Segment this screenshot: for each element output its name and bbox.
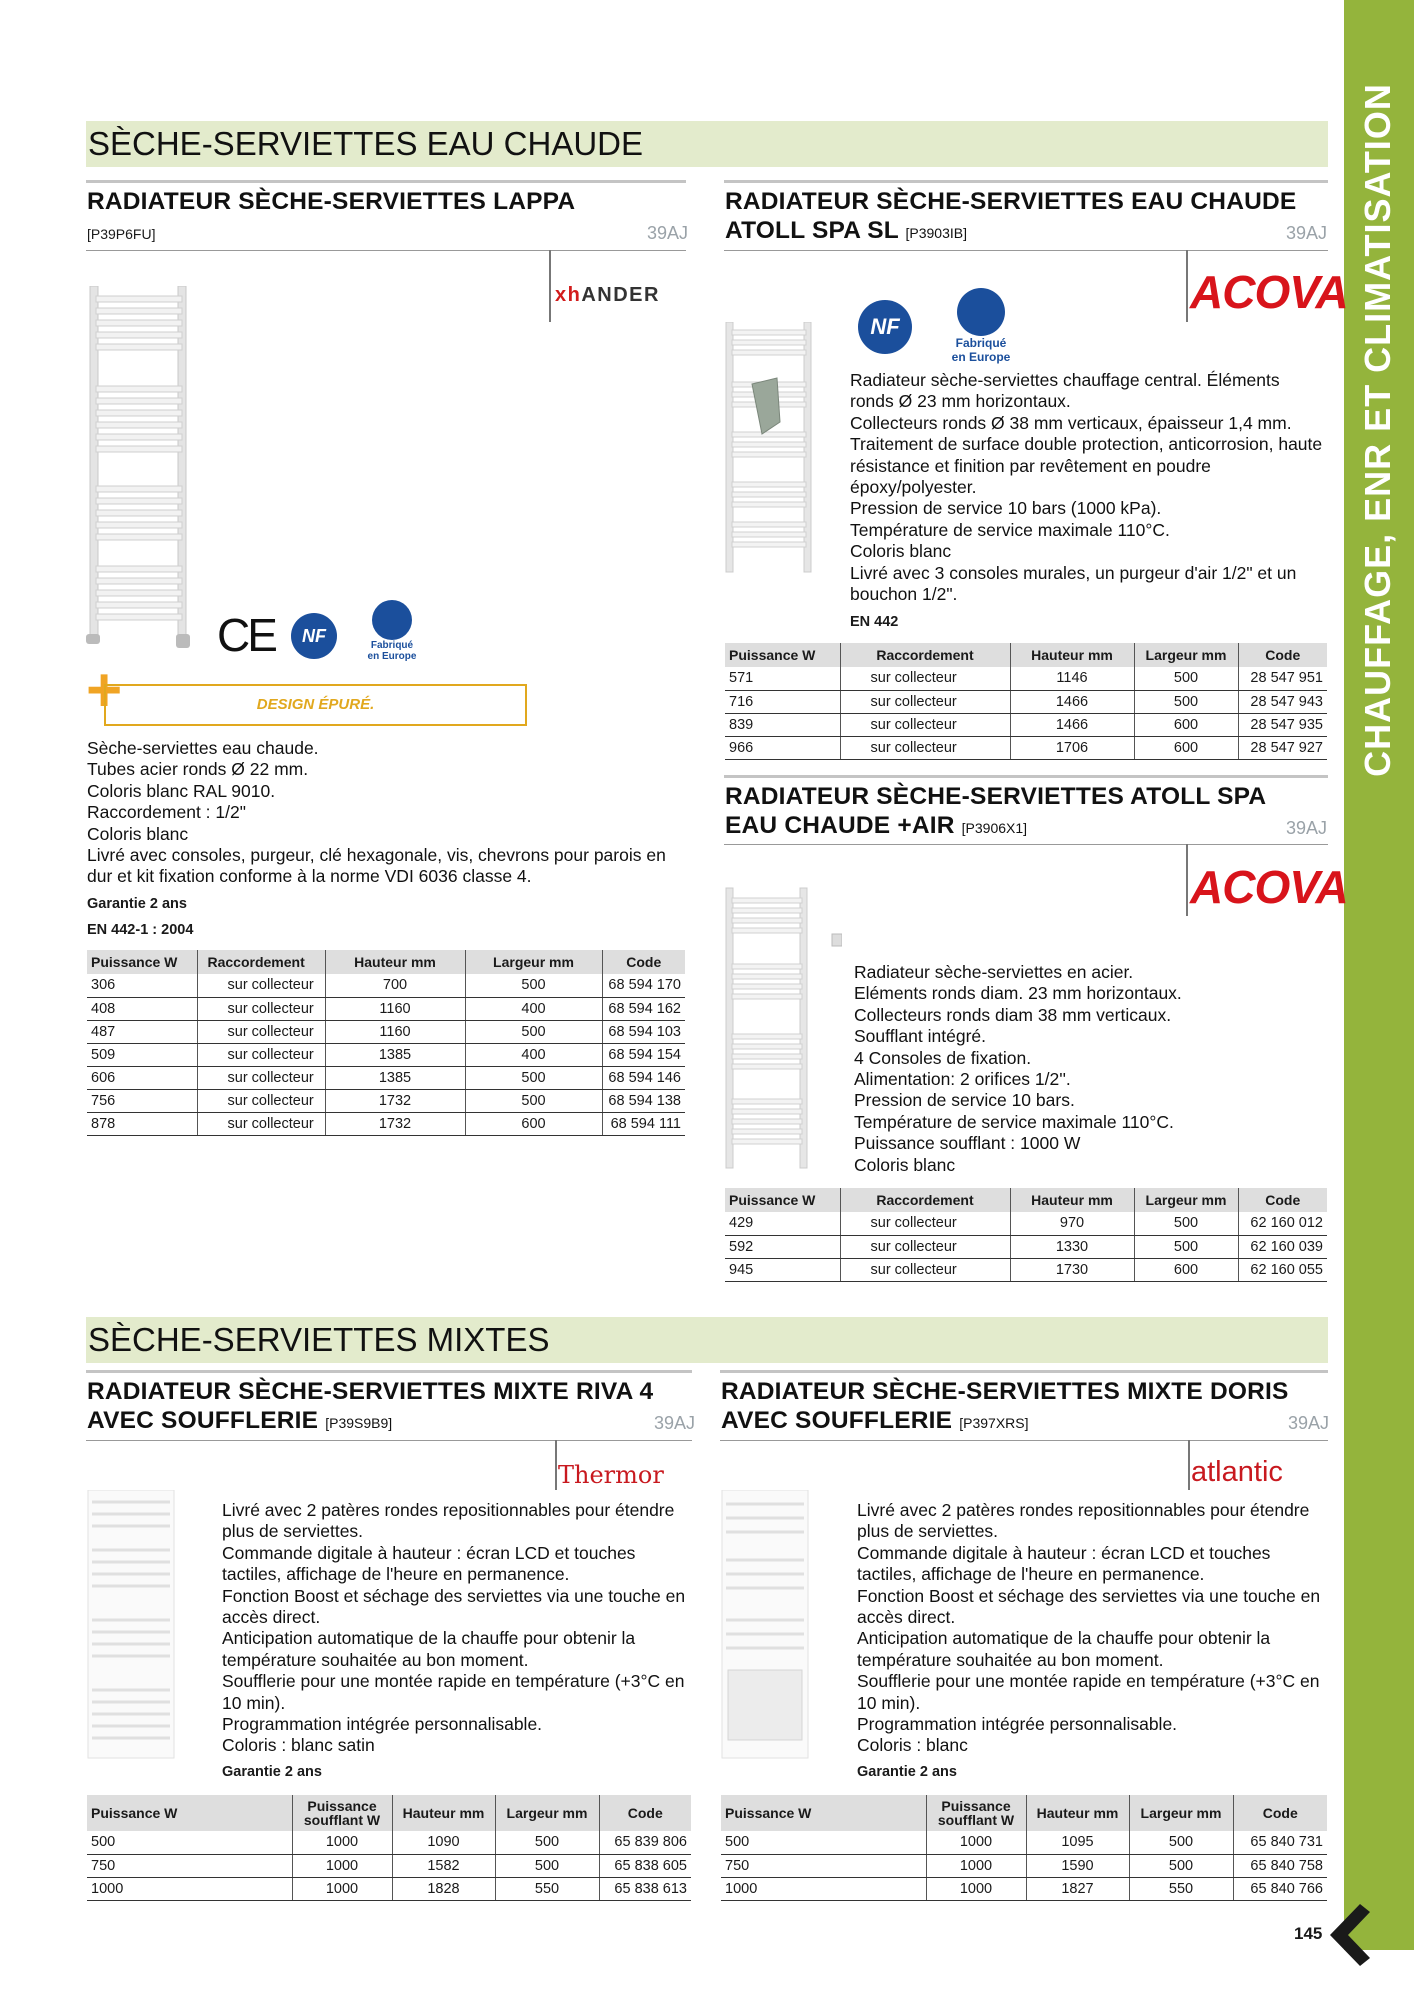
description-line: Fonction Boost et séchage des serviettes via une touche en accès direct. bbox=[222, 1585, 686, 1628]
rule bbox=[724, 250, 1328, 251]
table-header-row bbox=[725, 643, 1327, 667]
product-title-doris bbox=[721, 1377, 1330, 1438]
description-line: Radiateur sèche-serviettes en acier. bbox=[854, 962, 1134, 982]
spec-table-riva bbox=[87, 1795, 691, 1901]
table-row bbox=[725, 1258, 1327, 1281]
table-row bbox=[725, 1212, 1327, 1235]
table-cell: 945 bbox=[725, 1258, 840, 1281]
table-cell: 592 bbox=[725, 1235, 840, 1258]
table-row bbox=[87, 1089, 685, 1112]
table-cell: 65 839 806 bbox=[599, 1831, 691, 1854]
column-header: Hauteur mm bbox=[1010, 1188, 1134, 1212]
brand-logo-atlantic: atlantic bbox=[1191, 1456, 1283, 1488]
table-cell: 1385 bbox=[325, 1043, 465, 1066]
table-cell: 1000 bbox=[292, 1877, 392, 1900]
table-cell: 1160 bbox=[325, 997, 465, 1020]
table-cell: sur collecteur bbox=[840, 1235, 1010, 1258]
brand-divider bbox=[1186, 844, 1188, 916]
nf-badge: NF bbox=[858, 300, 912, 354]
spec-table-atoll-air bbox=[725, 1188, 1327, 1282]
description-line: Coloris blanc bbox=[87, 823, 189, 844]
table-cell: 65 838 613 bbox=[599, 1877, 691, 1900]
product-code-riva: 39AJ bbox=[654, 1413, 696, 1433]
description-line: Livré avec 2 patères rondes repositionnables pour étendre plus de serviettes. bbox=[857, 1500, 1310, 1542]
table-cell: 500 bbox=[465, 1066, 602, 1089]
column-header: Puissance W bbox=[87, 1795, 292, 1831]
column-header: Puissance W bbox=[721, 1795, 926, 1831]
table-cell: 1000 bbox=[926, 1854, 1026, 1877]
rule bbox=[86, 180, 686, 183]
table-cell: sur collecteur bbox=[197, 1043, 325, 1066]
table-cell: 500 bbox=[1134, 1212, 1238, 1235]
europe-badge bbox=[364, 600, 420, 662]
description-line: Programmation intégrée personnalisable. bbox=[857, 1714, 1178, 1735]
description-line: Fonction Boost et séchage des serviettes via une touche en accès direct. bbox=[857, 1585, 1321, 1628]
highlight-box: DESIGN ÉPURÉ. bbox=[104, 684, 527, 726]
product-title-atoll-air bbox=[725, 782, 1328, 843]
table-cell: 600 bbox=[465, 1112, 602, 1135]
table-cell: 306 bbox=[87, 974, 197, 997]
product-code-atoll-air: 39AJ bbox=[1286, 818, 1328, 838]
table-cell: 500 bbox=[465, 1089, 602, 1112]
title-line: EAU CHAUDE +AIR bbox=[725, 812, 955, 839]
table-cell: 756 bbox=[87, 1089, 197, 1112]
column-header: Code bbox=[1238, 643, 1327, 667]
table-cell: 1732 bbox=[325, 1089, 465, 1112]
table-cell: 408 bbox=[87, 997, 197, 1020]
table-row bbox=[725, 690, 1327, 713]
table-row bbox=[721, 1854, 1327, 1877]
column-header: Puissance W bbox=[725, 1188, 840, 1212]
table-cell: 65 838 605 bbox=[599, 1854, 691, 1877]
column-header: Code bbox=[602, 950, 685, 974]
norm-atoll-sl: EN 442 bbox=[850, 614, 899, 630]
description-line: Radiateur sèche-serviettes chauffage central. Éléments ronds Ø 23 mm horizontaux. bbox=[850, 370, 1280, 412]
spec-table-atoll-sl bbox=[725, 643, 1327, 760]
table-row bbox=[721, 1831, 1327, 1854]
column-header: Puissance soufflant W bbox=[926, 1795, 1026, 1831]
table-cell: 62 160 055 bbox=[1238, 1258, 1327, 1281]
table-cell: sur collecteur bbox=[197, 1112, 325, 1135]
table-cell: 970 bbox=[1010, 1212, 1134, 1235]
table-cell: 839 bbox=[725, 713, 840, 736]
product-ref-doris: [P397XRS] bbox=[959, 1415, 1029, 1431]
column-header: Hauteur mm bbox=[1026, 1795, 1129, 1831]
product-title-lappa: RADIATEUR SÈCHE-SERVIETTES LAPPA bbox=[87, 188, 576, 215]
table-cell: 28 547 927 bbox=[1238, 736, 1327, 759]
table-cell: 750 bbox=[721, 1854, 926, 1877]
table-row bbox=[87, 1854, 691, 1877]
guarantee-lappa: Garantie 2 ans bbox=[87, 896, 187, 912]
table-cell: 600 bbox=[1134, 713, 1238, 736]
table-cell: 1706 bbox=[1010, 736, 1134, 759]
table-row bbox=[87, 1043, 685, 1066]
description-line: Soufflerie pour une montée rapide en température (+3°C en 10 min). bbox=[857, 1671, 1320, 1713]
column-header: Puissance soufflant W bbox=[292, 1795, 392, 1831]
table-row bbox=[87, 1877, 691, 1900]
page-number: 145 bbox=[1294, 1924, 1323, 1943]
guarantee-doris: Garantie 2 ans bbox=[857, 1764, 957, 1780]
product-image-atoll-sl bbox=[722, 322, 818, 592]
table-row bbox=[87, 1066, 685, 1089]
table-cell: sur collecteur bbox=[840, 713, 1010, 736]
description-line: Puissance soufflant : 1000 W bbox=[854, 1133, 1081, 1154]
description-line: Livré avec 2 patères rondes repositionnables pour étendre plus de serviettes. bbox=[222, 1500, 675, 1542]
table-cell: 550 bbox=[1129, 1877, 1233, 1900]
table-row bbox=[725, 667, 1327, 690]
table-row bbox=[721, 1877, 1327, 1900]
table-cell: 1000 bbox=[721, 1877, 926, 1900]
brand-logo-xhander: xhANDER bbox=[555, 284, 660, 306]
table-cell: 1827 bbox=[1026, 1877, 1129, 1900]
table-cell: 487 bbox=[87, 1020, 197, 1043]
table-cell: 62 160 012 bbox=[1238, 1212, 1327, 1235]
description-line: Anticipation automatique de la chauffe pour obtenir la température souhaitée au bon moment. bbox=[222, 1628, 636, 1670]
table-cell: 62 160 039 bbox=[1238, 1235, 1327, 1258]
table-cell: 1160 bbox=[325, 1020, 465, 1043]
table-cell: 1000 bbox=[926, 1877, 1026, 1900]
rule bbox=[724, 844, 1328, 845]
table-cell: 1466 bbox=[1010, 690, 1134, 713]
product-description-atoll-air bbox=[854, 962, 1324, 1176]
title-line: AVEC SOUFFLERIE bbox=[721, 1407, 953, 1434]
table-cell: 1385 bbox=[325, 1066, 465, 1089]
spec-table-doris bbox=[721, 1795, 1327, 1901]
table-row bbox=[725, 713, 1327, 736]
table-header-row bbox=[87, 1795, 691, 1831]
rule bbox=[720, 1440, 1328, 1441]
description-line: Collecteurs ronds Ø 38 mm verticaux, épaisseur 1,4 mm. bbox=[850, 412, 1292, 433]
column-header: Puissance W bbox=[87, 950, 197, 974]
title-line: RADIATEUR SÈCHE-SERVIETTES EAU CHAUDE bbox=[725, 188, 1297, 215]
table-cell: 509 bbox=[87, 1043, 197, 1066]
table-cell: 28 547 943 bbox=[1238, 690, 1327, 713]
table-row bbox=[87, 997, 685, 1020]
description-line: Sèche-serviettes eau chaude. bbox=[87, 738, 319, 758]
description-line: Livré avec consoles, purgeur, clé hexagonale, vis, chevrons pour parois en dur et kit fixation conforme à la norme VDI 6036 classe 4. bbox=[87, 845, 666, 887]
column-header: Raccordement bbox=[840, 1188, 1010, 1212]
guarantee-riva: Garantie 2 ans bbox=[222, 1764, 322, 1780]
table-cell: 500 bbox=[87, 1831, 292, 1854]
table-cell: 500 bbox=[1134, 667, 1238, 690]
rule bbox=[720, 1370, 1328, 1373]
description-line: Anticipation automatique de la chauffe pour obtenir la température souhaitée au bon moment. bbox=[857, 1628, 1271, 1670]
description-line: Température de service maximale 110°C. bbox=[850, 519, 1170, 540]
rule bbox=[86, 1370, 692, 1373]
product-image-atoll-air bbox=[722, 884, 842, 1174]
description-line: Livré avec 3 consoles murales, un purgeur d'air 1/2" et un bouchon 1/2". bbox=[850, 562, 1297, 605]
rule bbox=[724, 775, 1328, 778]
table-header-row bbox=[725, 1188, 1327, 1212]
product-description-doris bbox=[857, 1500, 1329, 1757]
title-line: RADIATEUR SÈCHE-SERVIETTES ATOLL SPA bbox=[725, 783, 1267, 810]
description-line: Commande digitale à hauteur : écran LCD et touches tactiles, affichage de l'heure en permanence. bbox=[222, 1542, 636, 1585]
table-cell: sur collecteur bbox=[840, 690, 1010, 713]
table-cell: 400 bbox=[465, 1043, 602, 1066]
description-line: Pression de service 10 bars. bbox=[854, 1090, 1075, 1111]
column-header: Largeur mm bbox=[465, 950, 602, 974]
section-banner-mixtes: SÈCHE-SERVIETTES MIXTES bbox=[86, 1317, 1328, 1363]
table-cell: sur collecteur bbox=[840, 1258, 1010, 1281]
table-cell: 429 bbox=[725, 1212, 840, 1235]
table-cell: 966 bbox=[725, 736, 840, 759]
description-line: Eléments ronds diam. 23 mm horizontaux. bbox=[854, 983, 1182, 1004]
description-line: Coloris blanc RAL 9010. bbox=[87, 780, 276, 801]
norm-lappa: EN 442-1 : 2004 bbox=[87, 922, 194, 938]
brand-divider bbox=[555, 1440, 557, 1490]
table-cell: 1466 bbox=[1010, 713, 1134, 736]
table-cell: 571 bbox=[725, 667, 840, 690]
column-header: Hauteur mm bbox=[392, 1795, 495, 1831]
brand-divider bbox=[549, 250, 551, 322]
product-description-riva bbox=[222, 1500, 698, 1757]
table-cell: sur collecteur bbox=[197, 1089, 325, 1112]
table-cell: 700 bbox=[325, 974, 465, 997]
product-ref-riva: [P39S9B9] bbox=[325, 1415, 393, 1431]
description-line: Commande digitale à hauteur : écran LCD et touches tactiles, affichage de l'heure en permanence. bbox=[857, 1542, 1271, 1585]
table-cell: 68 594 162 bbox=[602, 997, 685, 1020]
title-line: AVEC SOUFFLERIE bbox=[87, 1407, 319, 1434]
description-line: Coloris : blanc satin bbox=[222, 1735, 375, 1756]
column-header: Hauteur mm bbox=[325, 950, 465, 974]
table-cell: 1000 bbox=[926, 1831, 1026, 1854]
brand-logo-thermor: Thermor bbox=[558, 1461, 664, 1489]
corner-arrow-icon bbox=[1330, 1904, 1370, 1966]
product-description-lappa bbox=[87, 738, 687, 888]
table-cell: 500 bbox=[1134, 690, 1238, 713]
table-cell: 716 bbox=[725, 690, 840, 713]
description-line: Pression de service 10 bars (1000 kPa). bbox=[850, 498, 1162, 519]
description-line: Collecteurs ronds diam 38 mm verticaux. bbox=[854, 1004, 1172, 1025]
table-cell: 28 547 935 bbox=[1238, 713, 1327, 736]
table-cell: 68 594 103 bbox=[602, 1020, 685, 1043]
table-row bbox=[87, 1020, 685, 1043]
ce-mark: CE bbox=[217, 609, 275, 661]
table-cell: 600 bbox=[1134, 1258, 1238, 1281]
table-cell: 1828 bbox=[392, 1877, 495, 1900]
brand-divider bbox=[1188, 1440, 1190, 1490]
europe-badge-label: Fabriqué en Europe bbox=[951, 336, 1011, 364]
table-cell: sur collecteur bbox=[197, 1066, 325, 1089]
table-cell: 1095 bbox=[1026, 1831, 1129, 1854]
description-line: Coloris : blanc bbox=[857, 1735, 968, 1756]
table-cell: 65 840 766 bbox=[1233, 1877, 1327, 1900]
table-cell: sur collecteur bbox=[197, 1020, 325, 1043]
spec-table-lappa bbox=[87, 950, 685, 1136]
table-cell: 500 bbox=[465, 974, 602, 997]
product-title-riva bbox=[87, 1377, 696, 1438]
table-cell: 68 594 111 bbox=[602, 1112, 685, 1135]
table-cell: 606 bbox=[87, 1066, 197, 1089]
table-header-row bbox=[721, 1795, 1327, 1831]
table-cell: 65 840 731 bbox=[1233, 1831, 1327, 1854]
brand-logo-acova: ACOVA bbox=[1190, 861, 1348, 913]
column-header: Code bbox=[599, 1795, 691, 1831]
title-line: ATOLL SPA SL bbox=[725, 217, 899, 244]
brand-divider bbox=[1186, 250, 1188, 322]
table-cell: 400 bbox=[465, 997, 602, 1020]
europe-badge bbox=[950, 288, 1012, 364]
table-cell: 1330 bbox=[1010, 1235, 1134, 1258]
column-header: Puissance W bbox=[725, 643, 840, 667]
product-image-riva bbox=[86, 1490, 178, 1760]
product-image-doris bbox=[720, 1490, 812, 1760]
description-line: Programmation intégrée personnalisable. bbox=[222, 1714, 543, 1735]
table-cell: 1000 bbox=[87, 1877, 292, 1900]
product-code-lappa: 39AJ bbox=[647, 223, 689, 243]
table-cell: sur collecteur bbox=[840, 736, 1010, 759]
table-cell: 500 bbox=[721, 1831, 926, 1854]
description-line: Tubes acier ronds Ø 22 mm. bbox=[87, 759, 309, 780]
column-header: Code bbox=[1238, 1188, 1327, 1212]
table-cell: 68 594 146 bbox=[602, 1066, 685, 1089]
table-cell: 500 bbox=[1129, 1831, 1233, 1854]
table-cell: 1582 bbox=[392, 1854, 495, 1877]
product-ref-atoll-air: [P3906X1] bbox=[961, 820, 1028, 836]
table-cell: 68 594 170 bbox=[602, 974, 685, 997]
nf-badge: NF bbox=[291, 613, 337, 659]
table-cell: 878 bbox=[87, 1112, 197, 1135]
table-cell: 500 bbox=[495, 1831, 599, 1854]
table-cell: sur collecteur bbox=[197, 997, 325, 1020]
rule bbox=[86, 1440, 692, 1441]
europe-badge-label: Fabriqué en Europe bbox=[367, 640, 417, 662]
table-cell: 68 594 154 bbox=[602, 1043, 685, 1066]
product-ref-lappa: [P39P6FU] bbox=[87, 226, 156, 242]
description-line: 4 Consoles de fixation. bbox=[854, 1047, 1032, 1068]
section-banner-eau-chaude: SÈCHE-SERVIETTES EAU CHAUDE bbox=[86, 121, 1328, 167]
table-cell: sur collecteur bbox=[840, 1212, 1010, 1235]
table-cell: 1000 bbox=[292, 1831, 392, 1854]
product-ref-atoll-sl: [P3903IB] bbox=[905, 225, 967, 241]
title-line: RADIATEUR SÈCHE-SERVIETTES MIXTE RIVA 4 bbox=[87, 1378, 654, 1405]
table-header-row bbox=[87, 950, 685, 974]
column-header: Largeur mm bbox=[1134, 1188, 1238, 1212]
table-row bbox=[725, 1235, 1327, 1258]
table-cell: sur collecteur bbox=[840, 667, 1010, 690]
table-cell: 500 bbox=[1134, 1235, 1238, 1258]
column-header: Code bbox=[1233, 1795, 1327, 1831]
product-title-atoll-sl bbox=[725, 187, 1328, 248]
column-header: Largeur mm bbox=[495, 1795, 599, 1831]
table-cell: sur collecteur bbox=[197, 974, 325, 997]
column-header: Raccordement bbox=[197, 950, 325, 974]
product-image-lappa bbox=[86, 286, 196, 656]
column-header: Largeur mm bbox=[1129, 1795, 1233, 1831]
table-cell: 65 840 758 bbox=[1233, 1854, 1327, 1877]
table-cell: 1000 bbox=[292, 1854, 392, 1877]
column-header: Hauteur mm bbox=[1010, 643, 1134, 667]
product-description-atoll-sl bbox=[850, 370, 1328, 605]
table-cell: 600 bbox=[1134, 736, 1238, 759]
description-line: Température de service maximale 110°C. bbox=[854, 1111, 1174, 1132]
table-row bbox=[725, 736, 1327, 759]
plus-icon: + bbox=[86, 656, 123, 725]
table-cell: 1090 bbox=[392, 1831, 495, 1854]
table-cell: 550 bbox=[495, 1877, 599, 1900]
table-cell: 1590 bbox=[1026, 1854, 1129, 1877]
table-cell: 500 bbox=[1129, 1854, 1233, 1877]
description-line: Raccordement : 1/2" bbox=[87, 802, 246, 823]
description-line: Coloris blanc bbox=[854, 1154, 956, 1175]
product-code-atoll-sl: 39AJ bbox=[1286, 223, 1328, 243]
rule bbox=[86, 250, 686, 251]
table-row bbox=[87, 974, 685, 997]
brand-logo-acova: ACOVA bbox=[1190, 266, 1348, 318]
table-cell: 1146 bbox=[1010, 667, 1134, 690]
table-cell: 500 bbox=[495, 1854, 599, 1877]
table-row bbox=[87, 1112, 685, 1135]
description-line: Soufflant intégré. bbox=[854, 1026, 986, 1047]
column-header: Largeur mm bbox=[1134, 643, 1238, 667]
table-cell: 500 bbox=[465, 1020, 602, 1043]
product-code-doris: 39AJ bbox=[1288, 1413, 1330, 1433]
title-line: RADIATEUR SÈCHE-SERVIETTES MIXTE DORIS bbox=[721, 1378, 1289, 1405]
description-line: Alimentation: 2 orifices 1/2''. bbox=[854, 1069, 1071, 1090]
table-cell: 28 547 951 bbox=[1238, 667, 1327, 690]
table-cell: 1732 bbox=[325, 1112, 465, 1135]
table-cell: 1730 bbox=[1010, 1258, 1134, 1281]
description-line: Coloris blanc bbox=[850, 541, 952, 562]
column-header: Raccordement bbox=[840, 643, 1010, 667]
table-cell: 750 bbox=[87, 1854, 292, 1877]
side-band-label: CHAUFFAGE, ENR ET CLIMATISATION bbox=[1357, 83, 1398, 777]
rule bbox=[724, 180, 1328, 183]
table-row bbox=[87, 1831, 691, 1854]
description-line: Soufflerie pour une montée rapide en température (+3°C en 10 min). bbox=[222, 1671, 685, 1713]
description-line: Traitement de surface double protection, anticorrosion, haute résistance et finition par revêtement en poudre époxy/polyester. bbox=[850, 434, 1323, 498]
table-cell: 68 594 138 bbox=[602, 1089, 685, 1112]
